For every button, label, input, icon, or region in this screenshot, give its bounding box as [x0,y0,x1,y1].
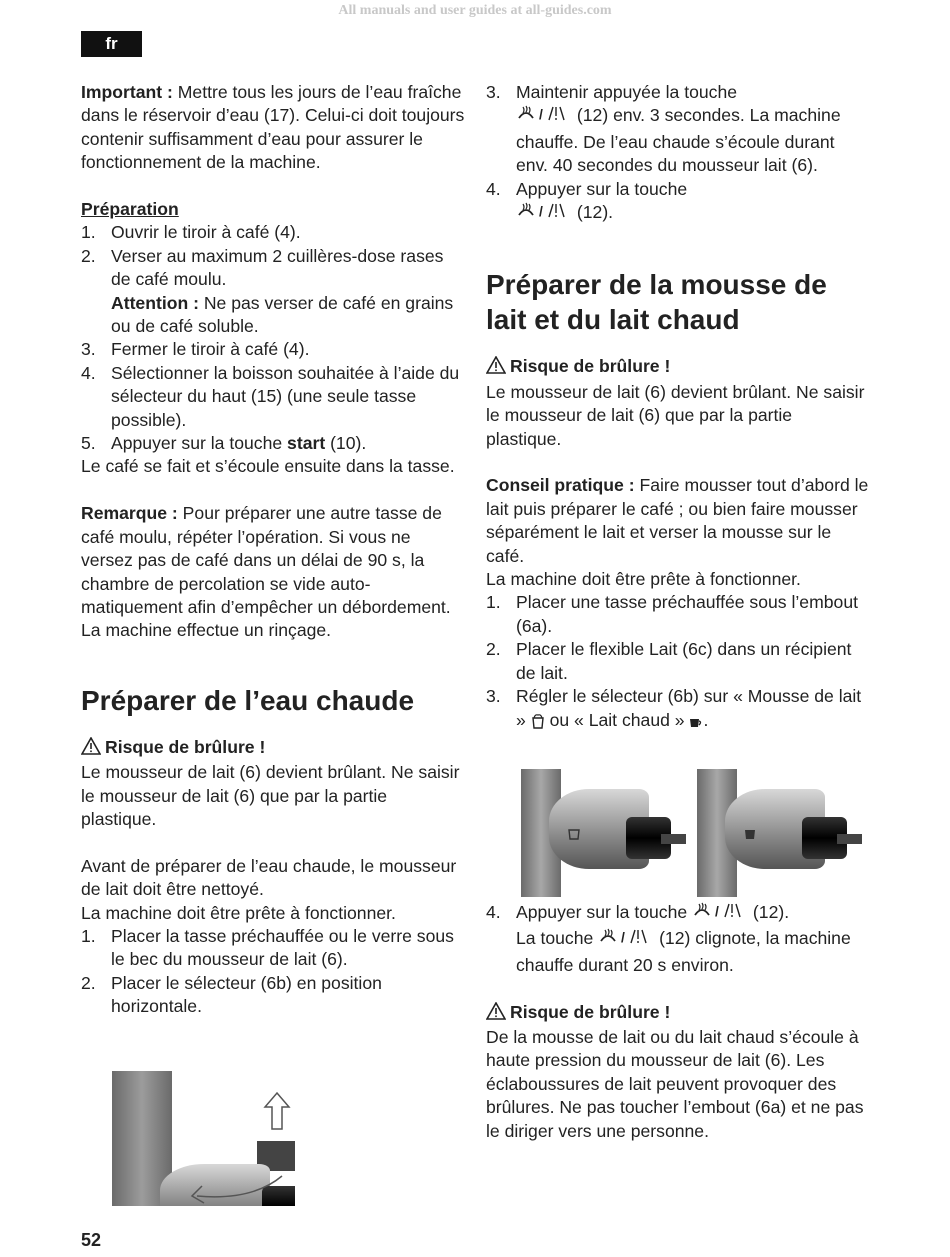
list-item: 3. Fermer le tiroir à café (4). [81,339,310,360]
svg-text:/: / [715,903,719,919]
conseil-text: Faire mousser tout d’abord le lait puis préparer le café ; ou bien faire mousser séparément le lait et verser la mousse sur le café. [486,475,869,566]
cafe-text: Le café se fait et s’écoule ensuite dans la tasse. [81,456,455,477]
list-item: 4. Sélectionner la boisson souhaitée à l’aide du sélecteur du haut (15) (une seule tasse possible). [81,362,460,430]
remarque-label: Remarque : [81,503,178,524]
list-item: 4. Appuyer sur la touche / (12). [486,178,871,228]
list-item: 4. Appuyer sur la touche / (12). La touche / (12) clignote, la machine chauffe durant 20 s environ. [486,902,851,975]
milk-cup-icon [689,712,703,735]
hot-water-steps-cont [486,81,871,227]
list-item: 3. Maintenir appuyée la touche / (12) env. 3 secondes. La machine chauffe. De l’eau chaude s’écoule durant env. 40 secondes du mousseur lait (6). [486,82,841,176]
steam-hotwater-key-icon [692,901,748,927]
burn-warning-title: Risque de brûlure ! [486,1001,871,1026]
right-column [486,81,871,735]
site-banner[interactable]: All manuals and user guides at all-guides.com [338,3,612,18]
preparation-title: Préparation [81,199,179,220]
list-item: 5. Appuyer sur la touche start (10). [81,433,367,454]
list-item: 3. Régler le sélecteur (6b) sur « Mousse de lait » ou « Lait chaud » . [486,685,871,735]
remarque-note [81,502,466,642]
attention-text: Ne pas verser de café en grains ou de café soluble. [111,292,454,337]
avant-text: Avant de préparer de l’eau chaude, le mousseur de lait doit être nettoyé. [81,855,457,900]
left-column [81,81,466,1019]
steam-hotwater-key-icon [598,927,654,953]
important-text: Mettre tous les jours de l’eau fraîche dans le réservoir d’eau (17). Celui-ci doit toujours contenir suffisamment d’eau pour assurer le fonctionnement de la machine. [81,82,465,173]
important-label: Important : [81,82,173,102]
page-number: 52 [81,1230,102,1250]
hot-water-steps [81,925,466,1019]
list-item: 1. Ouvrir le tiroir à café (4). [81,222,301,243]
attention-label: Attention : [111,292,199,313]
svg-text:/: / [621,929,626,946]
burn-warning-title: Risque de brûlure ! [486,355,871,380]
conseil-note [486,474,871,568]
preparation-steps [81,221,466,455]
burn-warning-title: Risque de brûlure ! [81,736,466,761]
warning-triangle-icon [81,737,101,761]
important-note [81,81,466,175]
selector-hot-milk-illustration [697,769,862,897]
warning-triangle-icon [486,356,506,380]
machine-ready-text: La machine doit être prête à fonctionner. [81,902,396,923]
right-column-bottom [486,901,871,1143]
foam-cup-icon [531,712,545,735]
steam-hotwater-key-icon [516,201,572,227]
list-item: 1. Placer une tasse préchauffée sous l’embout (6a). [486,592,858,636]
svg-text:/: / [539,106,543,123]
heading-milk-foam: Préparer de la mousse de lait et du lait chaud [486,269,827,336]
steam-hotwater-key-icon [516,104,572,130]
svg-text:/: / [539,203,543,220]
milk-foam-steps-cont [486,901,871,977]
remarque-text: Pour préparer une autre tasse de café moulu, répéter l’opération. Si vous ne versez pas de café dans un délai de 90 s, la chambre de percolation se vide automatiquement afin d’empêcher un débordement. La machine effectue un rinçage. [81,503,451,641]
warning-triangle-icon [486,1002,506,1026]
list-item: 2. Placer le flexible Lait (6c) dans un récipient de lait. [486,639,852,683]
burn-warning-text: De la mousse de lait ou du lait chaud s’écoule à haute pression du mousseur de lait (6). Les éclaboussures de lait peuvent provoquer des brûlures. Ne pas toucher l’embout (6a) et ne pas le diriger vers une personne. [486,1027,864,1141]
burn-warning-text: Le mousseur de lait (6) devient brûlant. Ne saisir le mousseur de lait (6) que par la partie plastique. [81,762,460,829]
start-key-label: start [287,433,326,454]
milk-foam-steps [486,591,871,734]
conseil-label: Conseil pratique : [486,475,635,496]
language-tag: fr [81,31,142,57]
machine-ready-text: La machine doit être prête à fonctionner. [486,569,801,590]
heading-hot-water: Préparer de l’eau chaude [81,684,415,716]
list-item: 1. Placer la tasse préchauffée ou le verre sous le bec du mousseur de lait (6). [81,925,454,970]
list-item: 2. Placer le sélecteur (6b) en position horizontale. [81,972,382,1017]
selector-horizontal-illustration [112,1071,295,1206]
list-item: 2. Verser au maximum 2 cuillères-dose rases de café moulu. Attention : Ne pas verser de café en grains ou de café soluble. [81,245,454,337]
burn-warning-text: Le mousseur de lait (6) devient brûlant. Ne saisir le mousseur de lait (6) que par la partie plastique. [486,381,865,449]
selector-foam-illustration [521,769,686,897]
